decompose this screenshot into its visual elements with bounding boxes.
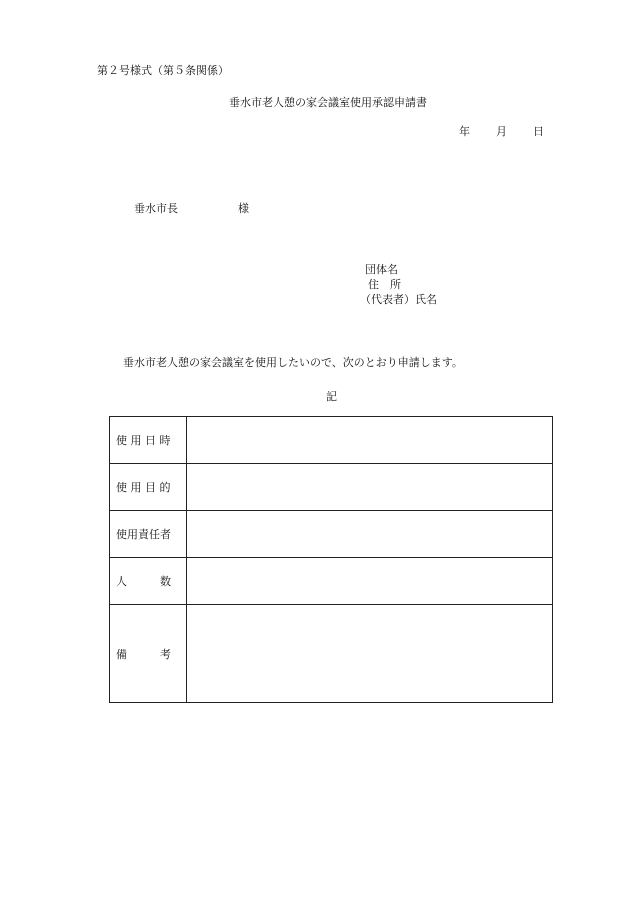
headcount-label: 人 数	[110, 558, 187, 605]
table-row	[110, 511, 553, 558]
responsible-person-label: 使用責任者	[110, 511, 187, 558]
request-statement: 垂水市老人憩の家会議室を使用したいので、次のとおり申請します。	[123, 356, 463, 369]
table-row	[110, 558, 553, 605]
date-year-label: 年	[459, 125, 470, 138]
remarks-field[interactable]	[187, 605, 553, 703]
table-row	[110, 464, 553, 511]
usage-purpose-label: 使 用 目 的	[110, 464, 187, 511]
headcount-field[interactable]	[187, 558, 553, 605]
remarks-label: 備 考	[110, 605, 187, 703]
usage-purpose-field[interactable]	[187, 464, 553, 511]
recipient-honorific: 様	[238, 202, 249, 215]
recipient-name: 垂水市長	[134, 202, 178, 215]
form-number: 第２号様式（第５条関係）	[97, 64, 229, 77]
ki-heading: 記	[326, 390, 337, 403]
representative-name-label: （代表者）氏名	[360, 293, 437, 306]
date-month-label: 月	[496, 125, 507, 138]
document-title: 垂水市老人憩の家会議室使用承認申請書	[229, 96, 427, 109]
usage-datetime-label: 使 用 日 時	[110, 417, 187, 464]
address-label: 住 所	[368, 278, 401, 291]
application-table	[109, 416, 553, 703]
table-row	[110, 417, 553, 464]
table-row	[110, 605, 553, 703]
org-name-label: 団体名	[365, 263, 398, 276]
responsible-person-field[interactable]	[187, 511, 553, 558]
usage-datetime-field[interactable]	[187, 417, 553, 464]
date-day-label: 日	[533, 125, 544, 138]
